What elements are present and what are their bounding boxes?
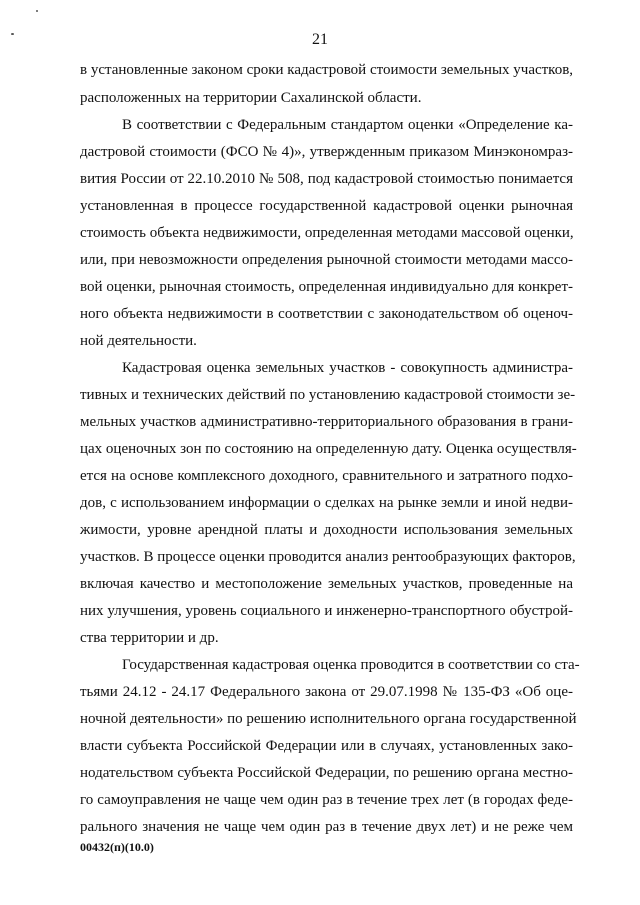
text-line: тьями 24.12 - 24.17 Федерального закона от 29.07.1998 № 135-ФЗ «Об оце-	[80, 684, 573, 700]
text-line: Государственная кадастровая оценка проводится в соответствии со ста-	[122, 657, 580, 673]
text-line: дов, с использованием информации о сделках на рынке земли и иной недви-	[80, 495, 573, 511]
text-line: нодательством субъекта Российской Федерации, по решению органа местно-	[80, 765, 573, 781]
text-line: вития России от 22.10.2010 № 508, под кадастровой стоимостью понимается	[80, 171, 573, 187]
page-number: 21	[312, 31, 328, 48]
scan-speck	[36, 10, 38, 12]
text-line: тивных и технических действий по установлению кадастровой стоимости зе-	[80, 387, 576, 403]
text-line: ной деятельности.	[80, 333, 197, 349]
text-line: установленная в процессе государственной кадастровой оценки рыночная	[80, 198, 573, 214]
text-line: цах оценочных зон по состоянию на определенную дату. Оценка осуществля-	[80, 441, 577, 457]
text-line: них улучшения, уровень социального и инженерно-транспортного обустрой-	[80, 603, 573, 619]
text-line: В соответствии с Федеральным стандартом оценки «Определение ка-	[122, 117, 573, 133]
text-line: вой оценки, рыночная стоимость, определенная индивидуально для конкрет-	[80, 279, 573, 295]
text-line: стоимость объекта недвижимости, определенная методами массовой оценки,	[80, 225, 574, 241]
text-line: го самоуправления не чаще чем один раз в течение трех лет (в городах феде-	[80, 792, 573, 808]
text-line: ночной деятельности» по решению исполнительного органа государственной	[80, 711, 577, 727]
text-line: жимости, уровне арендной платы и доходности использования земельных	[80, 522, 573, 538]
text-line: мельных участков административно-территориального образования в грани-	[80, 414, 573, 430]
footer-code: 00432(п)(10.0)	[80, 840, 154, 854]
text-line: участков. В процессе оценки проводится анализ рентообразующих факторов,	[80, 549, 576, 565]
text-line: Кадастровая оценка земельных участков - совокупность администра-	[122, 360, 573, 376]
text-line: ного объекта недвижимости в соответствии с законодательством об оценоч-	[80, 306, 573, 322]
text-line: включая качество и местоположение земельных участков, проведенные на	[80, 576, 573, 592]
text-line: рального значения не чаще чем один раз в течение двух лет) и не реже чем	[80, 819, 573, 835]
text-line: ства территории и др.	[80, 630, 219, 646]
text-line: расположенных на территории Сахалинской области.	[80, 90, 422, 106]
text-line: власти субъекта Российской Федерации или в случаях, установленных зако-	[80, 738, 573, 754]
text-line: ется на основе комплексного доходного, сравнительного и затратного подхо-	[80, 468, 573, 484]
text-line: или, при невозможности определения рыночной стоимости методами массо-	[80, 252, 573, 268]
text-line: в установленные законом сроки кадастровой стоимости земельных участков,	[80, 62, 574, 78]
text-line: дастровой стоимости (ФСО № 4)», утвержденным приказом Минэкономраз-	[80, 144, 573, 160]
